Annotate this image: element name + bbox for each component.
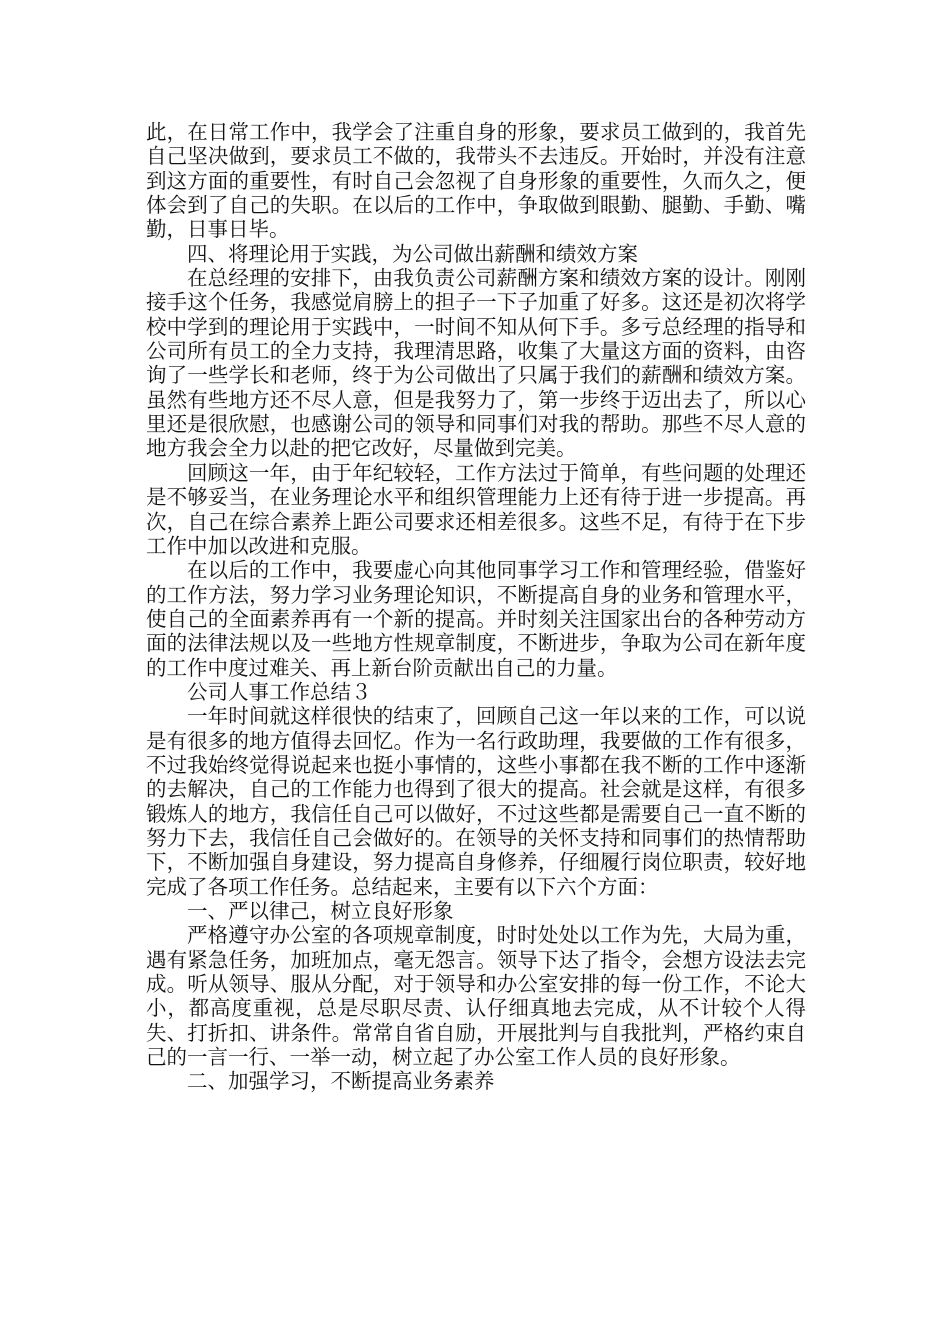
section-heading: 四、将理论用于实践，为公司做出薪酬和绩效方案: [187, 241, 638, 266]
paragraph: 在总经理的安排下，由我负责公司薪酬方案和绩效方案的设计。刚刚接手这个任务，我感觉肩膀上的担子一下子加重了好多。这还是初次将学校中学到的理论用于实践中，一时间不知从何下手。多亏总经理的指导和公司所有员工的全力支持，我理清思路，收集了大量这方面的资料，由咨询了一些学长和老师，终于为公司做出了只属于我们的薪酬和绩效方案。虽然有些地方还不尽人意，但是我努力了，第一步终于迈出去了，所以心里还是很欣慰，也感谢公司的领导和同事们对我的帮助。那些不尽人意的地方我会全力以赴的把它改好，尽量做到完美。: [146, 266, 806, 461]
paragraph: 严格遵守办公室的各项规章制度，时时处处以工作为先，大局为重，遇有紧急任务，加班加点，毫无怨言。领导下达了指令，会想方设法去完成。听从领导、服从分配，对于领导和办公室安排的每一份工作，不论大小，都高度重视，总是尽职尽责、认仔细真地去完成，从不计较个人得失、打折扣、讲条件。常常自省自励，开展批判与自我批判，严格约束自己的一言一行、一举一动，树立起了办公室工作人员的良好形象。: [146, 923, 806, 1070]
document-page: [146, 120, 806, 1094]
paragraph: 回顾这一年，由于年纪较轻，工作方法过于简单，有些问题的处理还是不够妥当，在业务理论水平和组织管理能力上还有待于进一步提高。再次，自己在综合素养上距公司要求还相差很多。这些不足，有待于在下步工作中加以改进和克服。: [146, 460, 806, 558]
section-heading: 二、加强学习，不断提高业务素养: [187, 1069, 495, 1094]
paragraph: 在以后的工作中，我要虚心向其他同事学习工作和管理经验，借鉴好的工作方法，努力学习业务理论知识，不断提高自身的业务和管理水平，使自己的全面素养再有一个新的提高。并时刻关注国家出台的各种劳动方面的法律法规以及一些地方性规章制度，不断进步，争取为公司在新年度的工作中度过难关、再上新台阶贡献出自己的力量。: [146, 558, 806, 680]
paragraph: 一年时间就这样很快的结束了，回顾自己这一年以来的工作，可以说是有很多的地方值得去回忆。作为一名行政助理，我要做的工作有很多，不过我始终觉得说起来也挺小事情的，这些小事都在我不断的工作中逐渐的去解决，自己的工作能力也得到了很大的提高。社会就是这样，有很多锻炼人的地方，我信任自己可以做好，不过这些都是需要自己一直不断的努力下去，我信任自己会做好的。在领导的关怀支持和同事们的热情帮助下，不断加强自身建设，努力提高自身修养，仔细履行岗位职责，较好地完成了各项工作任务。总结起来，主要有以下六个方面：: [146, 704, 806, 899]
section-heading: 一、严以律己，树立良好形象: [187, 899, 454, 923]
section-heading: 公司人事工作总结３: [187, 679, 372, 704]
paragraph: 此，在日常工作中，我学会了注重自身的形象，要求员工做到的，我首先自己坚决做到，要求员工不做的，我带头不去违反。开始时，并没有注意到这方面的重要性，有时自己会忽视了自身形象的重要性，久而久之，便体会到了自己的失职。在以后的工作中，争取做到眼勤、腿勤、手勤、嘴勤，日事日毕。: [146, 120, 806, 242]
